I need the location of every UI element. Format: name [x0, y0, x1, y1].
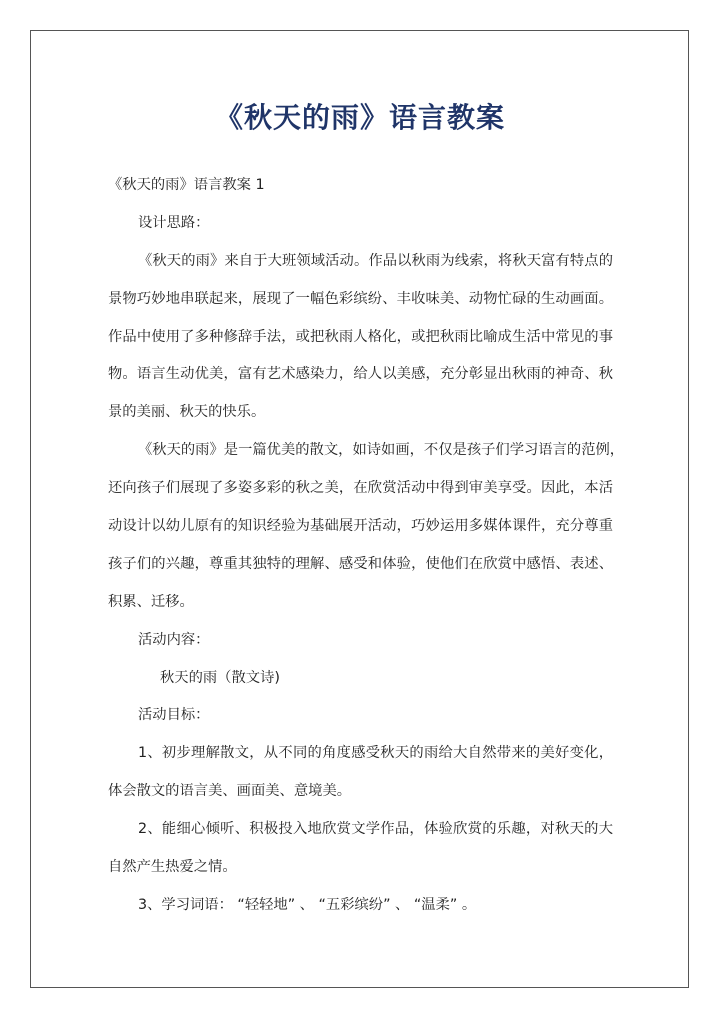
- text-line: 《秋天的雨》是一篇优美的散文，如诗如画，不仅是孩子们学习语言的范例，: [138, 442, 625, 459]
- paragraph: [108, 890, 613, 928]
- text-line: 自然产生热爱之情。: [108, 859, 237, 876]
- text-line: 秋天的雨（散文诗): [160, 669, 280, 686]
- text-line: 《秋天的雨》来自于大班领域活动。作品以秋雨为线索，将秋天富有特点的: [138, 252, 613, 269]
- text-line: 1、初步理解散文，从不同的角度感受秋天的雨给大自然带来的美好变化，: [138, 745, 613, 762]
- text-line: 孩子们的兴趣，尊重其独特的理解、感受和体验，使他们在欣赏中感悟、表述、: [108, 555, 613, 572]
- paragraph: [108, 435, 625, 624]
- document-title: 《秋天的雨》语言教案: [214, 101, 505, 134]
- paragraph: [108, 208, 613, 246]
- paragraph: [108, 700, 613, 738]
- paragraph: [108, 738, 613, 814]
- text-line: 体会散文的语言美、画面美、意境美。: [108, 783, 352, 800]
- document-body: [108, 170, 625, 928]
- text-line: 《秋天的雨》语言教案 1: [108, 177, 265, 193]
- text-line: 活动内容：: [138, 631, 210, 648]
- paragraph: [108, 663, 613, 701]
- text-line: 积累、迁移。: [108, 593, 194, 610]
- text-line: 还向孩子们展现了多姿多彩的秋之美，在欣赏活动中得到审美享受。因此，本活: [108, 480, 613, 497]
- paragraph: [108, 625, 613, 663]
- text-line: 设计思路：: [138, 214, 210, 231]
- text-line: 景的美丽、秋天的快乐。: [108, 404, 266, 421]
- text-line: 活动目标：: [138, 707, 210, 724]
- text-line: 作品中使用了多种修辞手法，或把秋雨人格化，或把秋雨比喻成生活中常见的事: [108, 328, 613, 345]
- text-line: 动设计以幼儿原有的知识经验为基础展开活动，巧妙运用多媒体课件，充分尊重: [108, 518, 613, 535]
- paragraph: [108, 814, 613, 890]
- text-line: 2、能细心倾听、积极投入地欣赏文学作品，体验欣赏的乐趣，对秋天的大: [138, 821, 613, 838]
- text-line: 景物巧妙地串联起来，展现了一幅色彩缤纷、丰收味美、动物忙碌的生动画面。: [108, 290, 613, 307]
- text-line: 3、学习词语： “轻轻地” 、 “五彩缤纷” 、 “温柔” 。: [138, 896, 477, 913]
- text-line: 物。语言生动优美，富有艺术感染力，给人以美感，充分彰显出秋雨的神奇、秋: [108, 366, 613, 383]
- paragraph: [108, 246, 613, 435]
- paragraph: [108, 170, 613, 208]
